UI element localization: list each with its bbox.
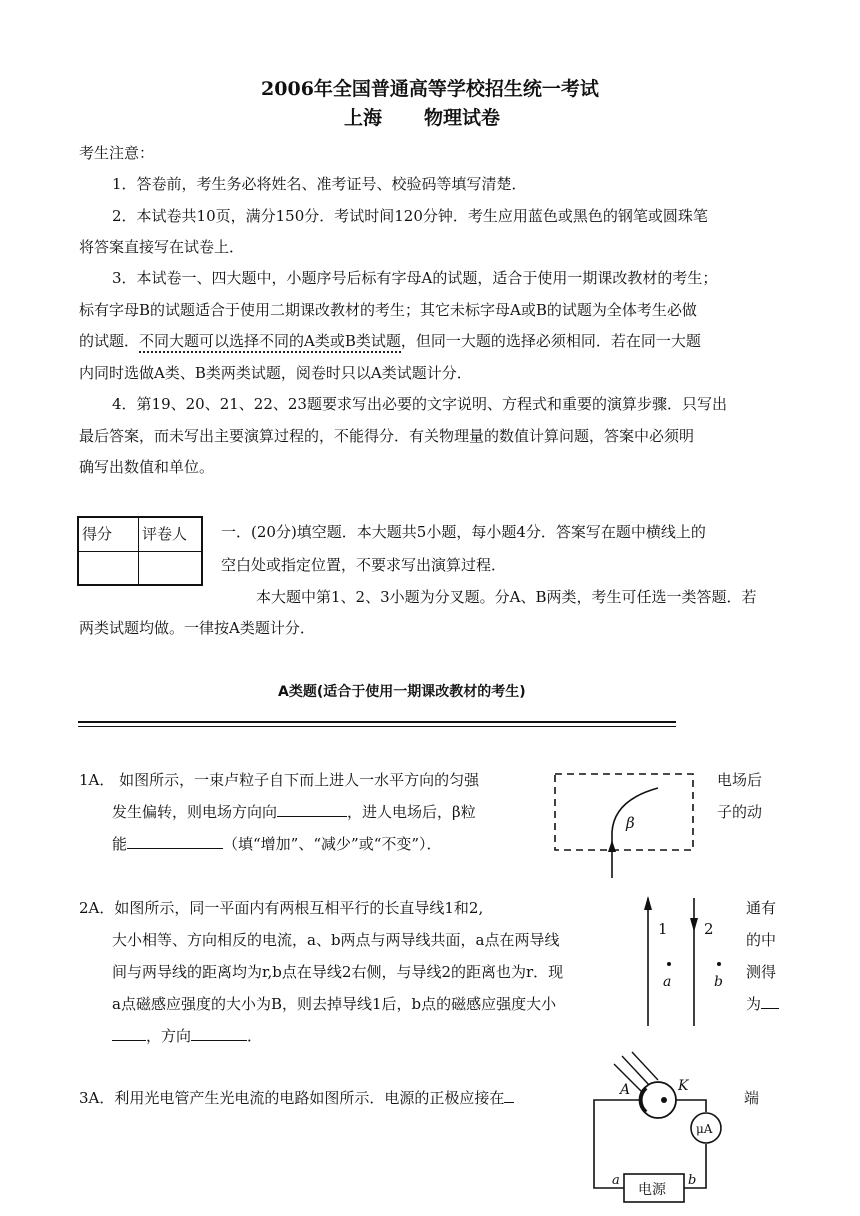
q3a-circuit-figure [578,1050,734,1216]
q1a-answer-blank-2[interactable] [127,834,223,849]
q1a-line3-post: （填“增加”、“减少”或“不变”）． [223,835,442,853]
q3a-label-K: K [678,1078,689,1094]
notice-item-4-line1: 4．第19、20、21、22、23题要求写出必要的文字说明、方程式和重要的演算步骤．只写出 [112,395,727,413]
q3a-line1-right: 端 [744,1089,760,1107]
notice-item-1: 1．答卷前，考生务必将姓名、准考证号、校验码等填写清楚． [112,175,527,193]
section1-line3: 本大题中第1、2、3小题为分叉题。分A、B两类，考生可任选一类答题．若 [256,588,757,606]
score-table-header-grader: 评卷人 [139,518,201,552]
subsection-a-heading: A类题(适合于使用一期课改教材的考生) [278,684,526,700]
section1-line1: 一．(20分)填空题．本大题共5小题，每小题4分．答案写在题中横线上的 [221,523,706,541]
q2a-line5-post: ，方向 [146,1027,192,1045]
q1a-beta-path [612,788,658,878]
notice-item-4-line3: 确写出数值和单位。 [79,458,215,476]
q1a-line3 [112,834,442,854]
q2a-wire-2-arrow [690,918,698,932]
q2a-line3-right: 测得 [746,963,777,981]
q2a-line5-end: ． [247,1027,263,1045]
q3a-line1 [79,1088,514,1108]
q2a-point-b-label: b [714,974,723,990]
q2a-line5 [112,1026,262,1046]
score-table-header-score: 得分 [79,518,139,552]
notice-item-3-line3-pre: 的试题． [79,332,140,350]
q2a-line4-right [746,994,779,1014]
q1a-field-boundary [555,774,693,850]
q1a-answer-blank-1[interactable] [277,802,347,817]
q2a-point-a-label: a [663,974,672,990]
q2a-line4-right-text: 为 [746,995,762,1013]
q2a-wire-1-arrow [644,896,652,910]
q2a-wires-figure [636,890,736,1030]
q2a-answer-blank-2[interactable] [191,1026,247,1041]
q1a-line2-right: 子的动 [717,803,763,821]
notice-item-3-line1: 3．本试卷一、四大题中，小题序号后标有字母A的试题，适合于使用一期课改教材的考生； [112,269,718,287]
q1a-line2-post: ，进人电场后，β粒 [347,803,476,821]
q2a-line4: a点磁感应强度的大小为B，则去掉导线1后，b点的磁感应强度大小 [112,995,557,1013]
q1a-line1: 1A． 如图所示，一束卢粒子自下而上进人一水平方向的匀强 [79,771,480,789]
q1a-line2-pre: 发生偏转，则电场方向向 [112,803,278,821]
q2a-line1: 2A．如图所示，同一平面内有两根互相平行的长直导线1和2, [79,899,484,917]
notice-item-2-line1: 2．本试卷共10页，满分150分．考试时间120分钟．考生应用蓝色或黑色的钢笔或圆珠笔 [112,207,708,225]
q3a-terminal-a: a [612,1173,620,1188]
q2a-wire-2-label: 2 [704,920,714,938]
q2a-wire-1-label: 1 [658,920,668,938]
q3a-light-ray-2 [632,1052,658,1080]
q2a-answer-blank-1b[interactable] [112,1026,146,1041]
section1-line4: 两类试题均做。一律按A类题计分． [79,619,315,637]
notice-item-4-line2: 最后答案，而未写出主要演算过程的，不能得分．有关物理量的数值计算问题，答案中必须明 [79,427,695,445]
divider-top [78,721,676,723]
q3a-anode-dot [661,1097,667,1103]
q2a-line1-right: 通有 [746,899,777,917]
q2a-line2-right: 的中 [746,931,777,949]
q2a-point-b [717,962,721,966]
q2a-answer-blank-1a[interactable] [761,994,779,1009]
q2a-line3: 间与两导线的距离均为r,b点在导线2右侧，与导线2的距离也为r．现 [112,963,564,981]
notice-item-3-line3 [79,331,701,351]
exam-title: 2006年全国普通高等学校招生统一考试 [261,78,599,100]
q1a-beta-label: β [626,814,635,832]
q2a-point-a [667,962,671,966]
q1a-beta-arrow [608,840,616,852]
divider-bottom [78,726,676,727]
section1-line2: 空白处或指定位置，不要求写出演算过程． [221,556,507,574]
q3a-line1-text: 3A．利用光电管产生光电流的电路如图所示．电源的正极应接在 [79,1089,505,1107]
notice-item-2-line2: 将答案直接写在试卷上． [79,238,245,256]
notice-emphasis-dotted: 不同大题可以选择不同的A类或B类试题 [139,332,401,353]
q3a-terminal-b: b [688,1173,697,1188]
q1a-line3-pre: 能 [112,835,128,853]
notice-heading: 考生注意： [79,144,155,162]
q3a-meter-label: μA [696,1122,713,1136]
q3a-label-A: A [620,1082,631,1098]
notice-item-3-line4: 内同时选做A类、B类两类试题，阅卷时只以A类试题计分． [79,364,472,382]
q3a-answer-blank[interactable] [504,1088,514,1103]
q3a-wire-right-top [676,1100,706,1112]
exam-subtitle-subject: 物理试卷 [424,107,501,129]
exam-subtitle-region: 上海 [344,107,383,129]
q1a-field-figure [552,770,698,882]
q1a-line1-right: 电场后 [717,771,763,789]
q1a-line2 [112,802,476,822]
score-table-cell-score[interactable] [79,552,139,584]
score-table [77,516,203,586]
q3a-source-label: 电源 [638,1182,666,1198]
score-table-cell-grader[interactable] [139,552,201,584]
notice-item-3-line2: 标有字母B的试题适合于使用二期课改教材的考生；其它未标字母A或B的试题为全体考生必做 [79,301,697,319]
q2a-line2: 大小相等、方向相反的电流，a、b两点与两导线共面，a点在两导线 [112,931,560,949]
notice-item-3-line3-post: ，但同一大题的选择必须相同．若在同一大题 [400,332,701,350]
